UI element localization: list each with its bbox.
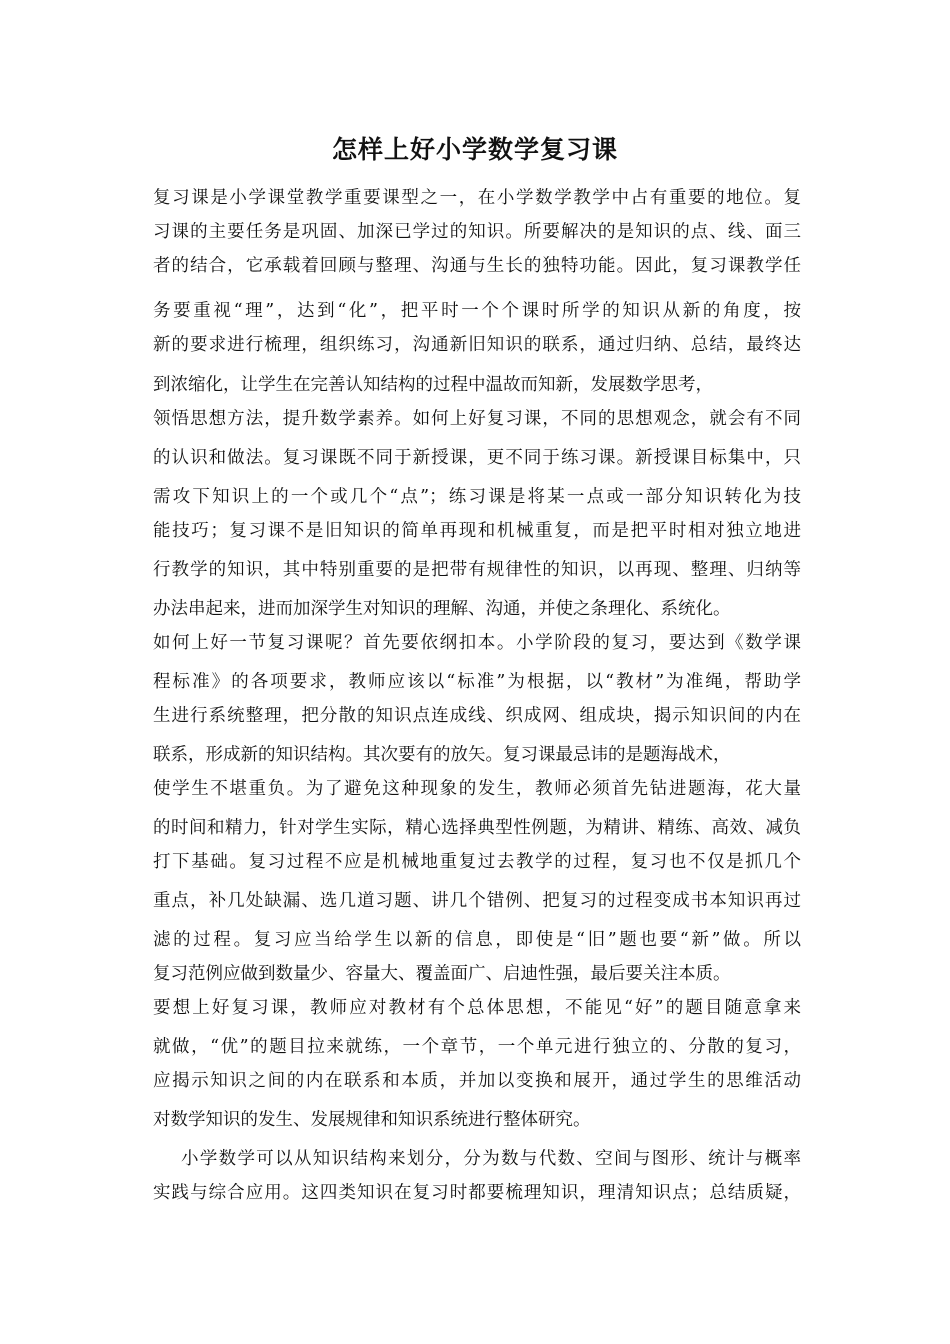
text-line: 如何上好一节复习课呢？首先要依纲扣本。小学阶段的复习，要达到《数学课: [153, 633, 801, 653]
text-line: 滤的过程。复习应当给学生以新的信息，即使是“旧”题也要“新”做。所以: [153, 930, 801, 950]
text-line: 的时间和精力，针对学生实际，精心选择典型性例题，为精讲、精练、高效、减负: [153, 818, 801, 838]
text-line: 就做，“优”的题目拉来就练，一个章节，一个单元进行独立的、分散的复习，: [153, 1037, 801, 1057]
text-line: 重点，补几处缺漏、选几道习题、讲几个错例、把复习的过程变成书本知识再过: [153, 891, 801, 911]
text-line: 能技巧；复习课不是旧知识的简单再现和机械重复，而是把平时相对独立地进: [153, 521, 801, 541]
text-line: 小学数学可以从知识结构来划分，分为数与代数、空间与图形、统计与概率: [181, 1149, 801, 1169]
text-line: 要想上好复习课，教师应对教材有个总体思想，不能见“好”的题目随意拿来: [153, 998, 801, 1018]
text-line: 程标准》的各项要求，教师应该以“标准”为根据，以“教材”为准绳，帮助学: [153, 672, 801, 692]
text-line: 的认识和做法。复习课既不同于新授课，更不同于练习课。新授课目标集中，只: [153, 448, 801, 468]
text-line: 对数学知识的发生、发展规律和知识系统进行整体研究。: [153, 1110, 591, 1130]
text-line: 使学生不堪重负。为了避免这种现象的发生，教师必须首先钻进题海，花大量: [153, 779, 801, 799]
text-line: 务要重视“理”，达到“化”，把平时一个个课时所学的知识从新的角度，按: [153, 301, 801, 321]
text-line: 联系，形成新的知识结构。其次要有的放矢。复习课最忌讳的是题海战术，: [153, 745, 731, 765]
text-line: 应揭示知识之间的内在联系和本质，并加以变换和展开，通过学生的思维活动: [153, 1071, 801, 1091]
text-line: 者的结合，它承载着回顾与整理、沟通与生长的独特功能。因此，复习课教学任: [153, 256, 801, 276]
text-line: 生进行系统整理，把分散的知识点连成线、织成网、组成块，揭示知识间的内在: [153, 706, 801, 726]
text-line: 到浓缩化，让学生在完善认知结构的过程中温故而知新，发展数学思考，: [153, 375, 713, 395]
text-line: 复习课是小学课堂教学重要课型之一，在小学数学教学中占有重要的地位。复: [153, 188, 801, 208]
text-line: 领悟思想方法，提升数学素养。如何上好复习课，不同的思想观念，就会有不同: [153, 409, 801, 429]
text-line: 习课的主要任务是巩固、加深已学过的知识。所要解决的是知识的点、线、面三: [153, 222, 801, 242]
text-line: 新的要求进行梳理，组织练习，沟通新旧知识的联系，通过归纳、总结，最终达: [153, 335, 801, 355]
text-line: 实践与综合应用。这四类知识在复习时都要梳理知识，理清知识点；总结质疑，: [153, 1183, 801, 1203]
page-title: 怎样上好小学数学复习课: [331, 135, 618, 164]
text-line: 需攻下知识上的一个或几个“点”；练习课是将某一点或一部分知识转化为技: [153, 487, 801, 507]
text-line: 复习范例应做到数量少、容量大、覆盖面广、启迪性强，最后要关注本质。: [153, 964, 731, 984]
text-line: 办法串起来，进而加深学生对知识的理解、沟通，并使之条理化、系统化。: [153, 599, 731, 619]
text-line: 打下基础。复习过程不应是机械地重复过去教学的过程，复习也不仅是抓几个: [153, 852, 801, 872]
text-line: 行教学的知识，其中特别重要的是把带有规律性的知识，以再现、整理、归纳等: [153, 560, 801, 580]
